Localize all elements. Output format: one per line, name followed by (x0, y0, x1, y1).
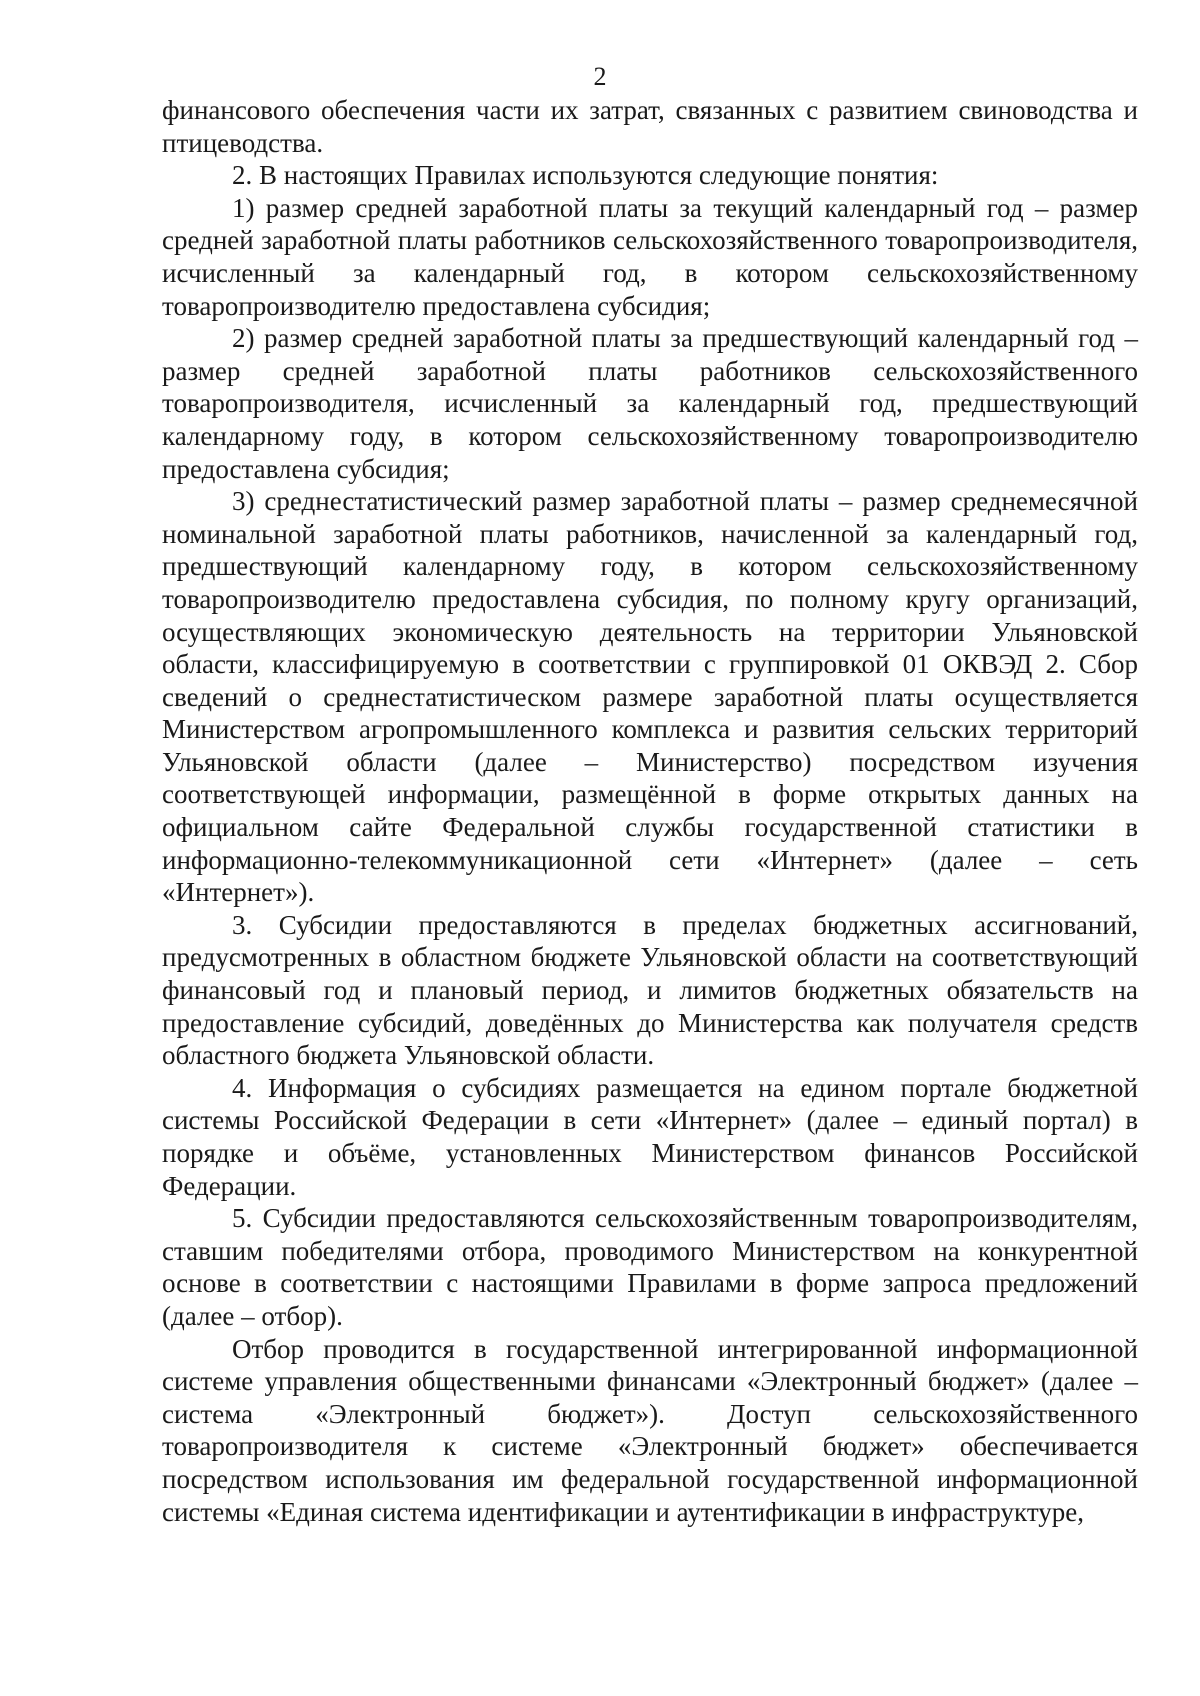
paragraph-continuation: финансового обеспечения части их затрат, связанных с развитием свиноводства и птицеводства. (162, 95, 1138, 158)
paragraph-item-4: 4. Информация о субсидиях размещается на едином портале бюджетной системы Российской Федерации в сети «Интернет» (далее – единый портал) в порядке и объёме, установленных Министерством финансов Российской Федерации. (162, 1072, 1138, 1201)
paragraph-subitem-1: 1) размер средней заработной платы за текущий календарный год – размер средней заработной платы работников сельскохозяйственного товаропроизводителя, исчисленный за календарный год, в котором сельскохозяйственному товаропроизводителю предоставлена субсидия; (162, 192, 1138, 321)
document-body (162, 94, 1138, 1528)
paragraph-subitem-3: 3) среднестатистический размер заработной платы – размер среднемесячной номинальной заработной платы работников, начисленной за календарный год, предшествующий календарному году, в котором сельскохозяйственному товаропроизводителю предоставлена субсидия, по полному кругу организаций, осуществляющих экономическую деятельность на территории Ульяновской области, классифицируемую в соответствии с группировкой 01 ОКВЭД 2. Сбор сведений о среднестатистическом размере заработной платы осуществляется Министерством агропромышленного комплекса и развития сельских территорий Ульяновской области (далее – Министерство) посредством изучения соответствующей информации, размещённой в форме открытых данных на официальном сайте Федеральной службы государственной статистики в информационно-телекоммуникационной сети «Интернет» (далее – сеть «Интернет»). (162, 486, 1138, 908)
paragraph-selection: Отбор проводится в государственной интегрированной информационной системе управления общественными финансами «Электронный бюджет» (далее – система «Электронный бюджет»). Доступ сельскохозяйственного товаропроизводителя к системе «Электронный бюджет» обеспечивается посредством использования им федеральной государственной информационной системы «Единая система идентификации и аутентификации в инфраструктуре, (162, 1333, 1138, 1527)
paragraph-item-2: 2. В настоящих Правилах используются следующие понятия: (232, 160, 939, 191)
page-number: 2 (593, 62, 607, 91)
paragraph-item-3: 3. Субсидии предоставляются в пределах бюджетных ассигнований, предусмотренных в областном бюджете Ульяновской области на соответствующий финансовый год и плановый период, и лимитов бюджетных обязательств на предоставление субсидий, доведённых до Министерства как получателя средств областного бюджета Ульяновской области. (162, 909, 1138, 1071)
paragraph-item-5: 5. Субсидии предоставляются сельскохозяйственным товаропроизводителям, ставшим победителями отбора, проводимого Министерством на конкурентной основе в соответствии с настоящими Правилами в форме запроса предложений (далее – отбор). (162, 1203, 1138, 1331)
paragraph-subitem-2: 2) размер средней заработной платы за предшествующий календарный год – размер средней заработной платы работников сельскохозяйственного товаропроизводителя, исчисленный за календарный год, предшествующий календарному году, в котором сельскохозяйственному товаропроизводителю предоставлена субсидия; (162, 323, 1138, 484)
